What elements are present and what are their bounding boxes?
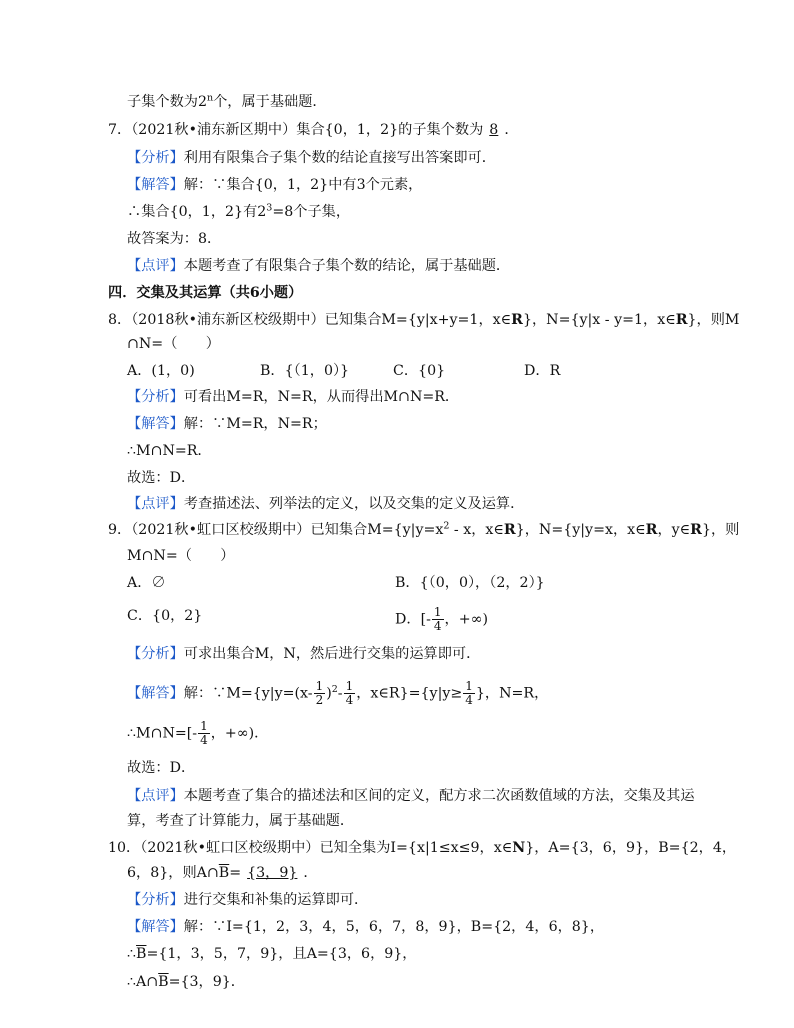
comment-text: 本题考查了集合的描述法和区间的定义，配方求二次函数值域的方法，交集及其运 (183, 788, 695, 804)
text-span: }，则 (701, 522, 740, 538)
solution-line (127, 175, 422, 195)
denominator: 2 (315, 693, 324, 707)
text-span: }，则M (687, 312, 740, 328)
option-text: C．{0} (393, 363, 446, 379)
question-9-cont (127, 546, 234, 566)
text-span: R (511, 312, 523, 328)
superscript: n (206, 92, 214, 104)
text-span: 6，8}，则A∩ (127, 865, 219, 881)
section-heading (108, 283, 302, 303)
option-a (127, 573, 166, 593)
text-span: ． (504, 122, 519, 138)
option-text: B．{（0，0），（2，2）} (395, 575, 545, 591)
analysis-text: 利用有限集合子集个数的结论直接写出答案即可． (183, 150, 496, 166)
text-span: 个，属于基础题． (213, 94, 327, 110)
question-10 (108, 838, 736, 858)
analysis-line (127, 644, 480, 664)
option-c (393, 361, 445, 381)
comment-text: 算，考查了计算能力，属于基础题． (127, 813, 355, 829)
solution-line (127, 202, 350, 222)
comment-line (127, 494, 524, 514)
option-text: B．{（1，0）} (260, 363, 350, 379)
text-span: }，A={3，6，9}，B={2，4， (525, 840, 737, 856)
text-span: = (229, 865, 242, 881)
text-span: ，x∈R}={y|y≥ (356, 685, 463, 702)
analysis-text: 可求出集合M，N，然后进行交集的运算即可． (183, 646, 481, 662)
text-span: ∴A∩ (127, 974, 159, 990)
numerator: 1 (200, 719, 208, 733)
solution-line (127, 414, 327, 434)
numerator: 1 (345, 679, 354, 693)
text-span: ={3，9}． (168, 974, 245, 990)
solution-tag: 【解答】 (127, 416, 184, 432)
solution-line (127, 917, 604, 937)
text-span: ，+∞) (444, 611, 488, 628)
text-span: 解：∵M={y|y=(x- (183, 685, 313, 702)
text-span: 故选：D． (127, 470, 196, 486)
text-span: M∩N=（ ） (127, 548, 235, 564)
denominator: 4 (345, 693, 354, 707)
text-line (127, 92, 327, 112)
text-span: R (675, 312, 688, 328)
text-span: ∴M∩N=R． (127, 443, 212, 459)
solution-tag: 【解答】 (127, 177, 184, 193)
analysis-line (127, 148, 496, 168)
comment-text: 考查描述法、列举法的定义，以及交集的定义及运算． (183, 496, 525, 512)
analysis-tag: 【分析】 (127, 389, 184, 405)
solution-line (127, 468, 195, 488)
question-8 (108, 310, 739, 330)
text-span: ∴集合{0，1，2}有2 (127, 204, 267, 220)
solution-line (127, 720, 268, 747)
text-span: 故选：D． (127, 760, 196, 776)
fraction (314, 680, 326, 707)
option-c (127, 606, 202, 626)
text-span: ∴M∩N=[- (127, 725, 198, 742)
solution-line (127, 944, 417, 964)
comment-tag: 【点评】 (127, 258, 184, 274)
comment-text: 本题考查了有限集合子集个数的结论，属于基础题． (183, 258, 511, 274)
fraction (198, 720, 210, 747)
text-span: ={1，3，5，7，9}，且A={3，6，9}， (146, 946, 417, 962)
text-span: R (645, 522, 658, 538)
answer-blank: {3，9} (247, 865, 298, 881)
analysis-tag: 【分析】 (127, 892, 184, 908)
option-text: A．(1，0) (127, 363, 195, 379)
fraction (432, 606, 444, 633)
numerator: 1 (315, 679, 324, 693)
solution-tag: 【解答】 (127, 685, 184, 702)
option-d (524, 361, 560, 381)
comment-line (127, 256, 510, 276)
numerator: 1 (433, 605, 442, 619)
text-span: 故答案为：8． (127, 231, 222, 247)
analysis-line (127, 890, 368, 910)
text-span: - (337, 685, 343, 702)
option-text: A．∅ (127, 575, 166, 591)
complement-b: $\overline{B}$ (136, 946, 147, 962)
comment-tag: 【点评】 (127, 496, 184, 512)
text-span: D．[- (395, 611, 431, 628)
denominator: 4 (433, 619, 442, 633)
text-span: 8．（2018秋•浦东新区校级期中）已知集合M={y|x+y=1，x∈ (108, 312, 512, 328)
text-span: - x，x∈ (449, 522, 504, 538)
complement-b: $\overline{B}$ (158, 974, 169, 990)
text-span: R (690, 522, 702, 538)
option-a (127, 361, 195, 381)
comment-tag: 【点评】 (127, 788, 184, 804)
text-span: ) (326, 685, 332, 702)
text-span: }，N={y|y=x，x∈ (515, 522, 646, 538)
solution-line (127, 441, 212, 461)
comment-line-cont (127, 811, 354, 831)
section-title: 四．交集及其运算（共6小题） (108, 285, 303, 301)
text-span: 9．（2021秋•虹口区校级期中）已知集合M={y|y=x (108, 522, 444, 538)
analysis-tag: 【分析】 (127, 150, 184, 166)
numerator: 1 (465, 679, 473, 693)
text-span: ． (303, 865, 318, 881)
text-span: 10．（2021秋•虹口区校级期中）已知全集为I={x|1≤x≤9，x∈ (108, 840, 513, 856)
text-span: ∩N=（ ） (127, 336, 220, 352)
option-text: D．R (524, 363, 561, 379)
analysis-text: 可看出M=R，N=R，从而得出M∩N=R． (183, 389, 460, 405)
question-8-cont (127, 334, 220, 354)
superscript: 3 (266, 202, 273, 214)
text-span: R (503, 522, 516, 538)
text-span: N (512, 840, 526, 856)
question-text: 7．（2021秋•浦东新区期中）集合{0，1，2}的子集个数为 (108, 122, 484, 138)
answer-blank: 8 (489, 122, 499, 138)
solution-text: 解：∵I={1，2，3，4，5，6，7，8，9}，B={2，4，6，8}， (183, 919, 605, 935)
option-text: C．{0，2} (127, 608, 203, 624)
option-d (395, 606, 488, 633)
solution-tag: 【解答】 (127, 919, 184, 935)
denominator: 4 (465, 693, 473, 707)
question-10-cont (127, 863, 318, 883)
superscript: 2 (331, 683, 338, 695)
fraction (344, 680, 356, 707)
analysis-tag: 【分析】 (127, 646, 184, 662)
solution-line (127, 680, 548, 707)
question-7 (108, 120, 519, 140)
text-span: ∴ (127, 946, 137, 962)
text-span: ，y∈ (657, 522, 691, 538)
fraction (463, 680, 475, 707)
solution-text: 解：∵M=R，N=R； (183, 416, 327, 432)
text-span: =8个子集， (272, 204, 351, 220)
text-span: ，+∞)． (210, 725, 269, 742)
text-span: 子集个数为2 (127, 94, 207, 110)
analysis-text: 进行交集和补集的运算即可． (183, 892, 369, 908)
option-b (260, 361, 349, 381)
analysis-line (127, 387, 459, 407)
complement-b: $\overline{B}$ (218, 865, 230, 881)
option-b (395, 573, 545, 593)
solution-line (127, 758, 195, 778)
solution-line (127, 229, 221, 249)
superscript: 2 (443, 520, 450, 532)
question-9 (108, 520, 739, 540)
text-span: }，N=R， (475, 685, 549, 702)
comment-line (127, 786, 695, 806)
solution-text: 解：∵集合{0，1，2}中有3个元素， (183, 177, 423, 193)
denominator: 4 (200, 733, 208, 747)
solution-line (127, 972, 245, 992)
text-span: }，N={y|x - y=1，x∈ (522, 312, 676, 328)
